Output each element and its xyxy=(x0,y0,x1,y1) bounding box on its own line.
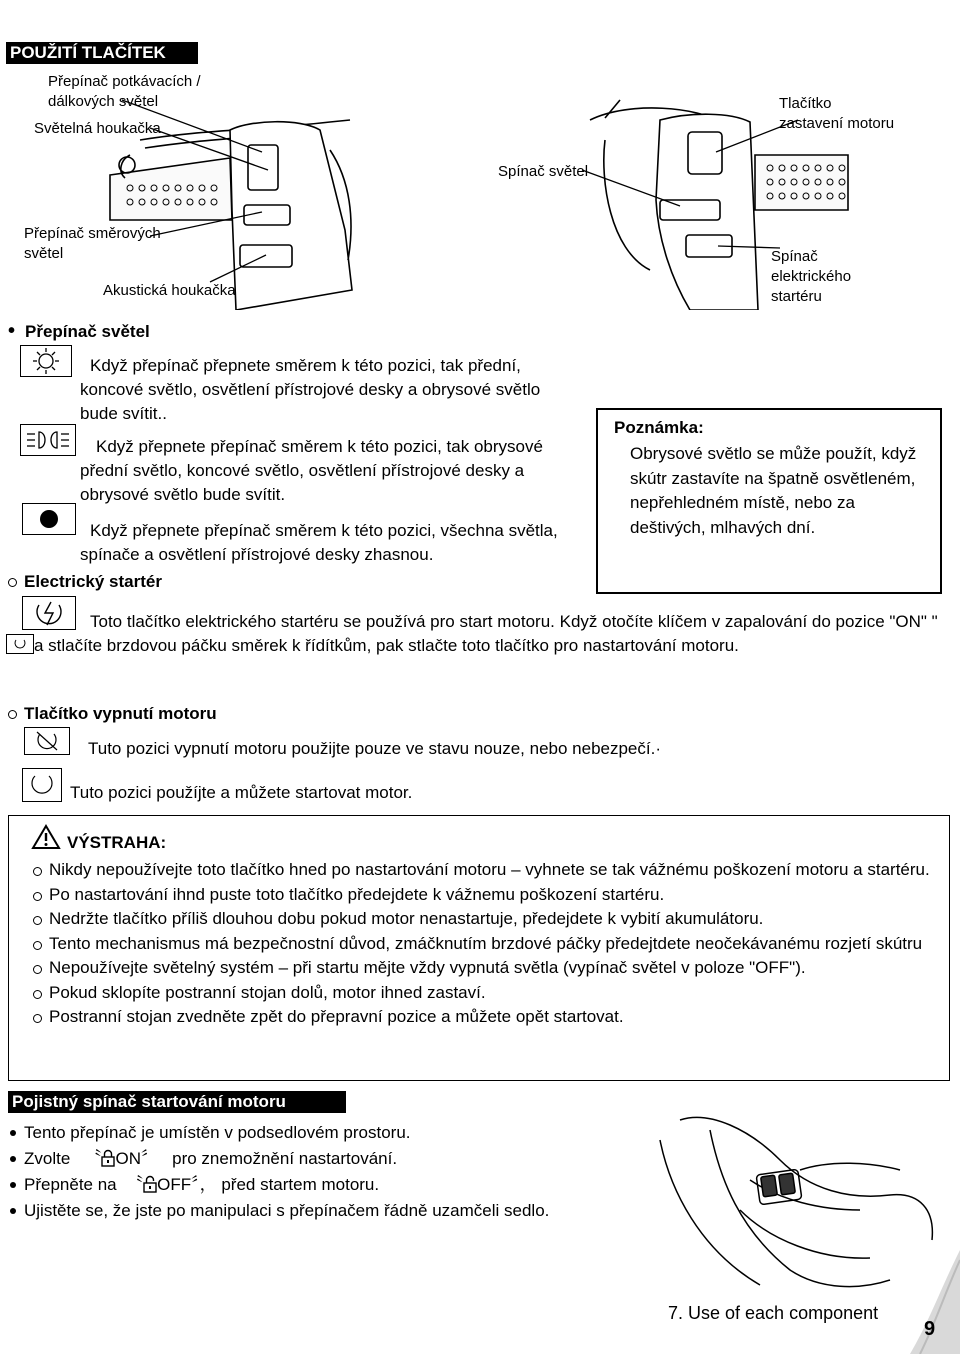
warning-item: Nepoužívejte světelný systém – při startu mějte vždy vypnutá světla (vypínač světel v poloze "OFF"). xyxy=(33,956,933,981)
warning-box xyxy=(8,815,950,1081)
warning-title: VÝSTRAHA: xyxy=(67,833,167,852)
note-box xyxy=(596,408,942,594)
stop-item-1-text: Tuto pozici vypnutí motoru použijte pouze ve stavu nouze, nebo nebezpečí.· xyxy=(88,739,661,758)
starter-text-part2: a stlačíte brzdovou páčku směrek k řídítkům, pak stlačte toto tlačítko pro nastartování motoru. xyxy=(34,636,739,655)
key-on-icon xyxy=(6,634,34,654)
lock-icon xyxy=(101,1149,115,1167)
warning-list xyxy=(33,858,933,1030)
light-switch-title: Přepínač světel xyxy=(25,322,150,341)
label-horn: Akustická houkačka xyxy=(103,282,236,299)
list-item: Zvolte 〝 ON〞 pro znemožnění nastartování. xyxy=(10,1146,710,1172)
stop-button-title: Tlačítko vypnutí motoru xyxy=(24,704,217,723)
engine-run-icon xyxy=(22,768,62,802)
unlock-icon xyxy=(143,1175,157,1193)
label-light-switch: Spínač světel xyxy=(498,163,589,180)
label-turn-switch: Přepínač směrových světel xyxy=(24,225,161,262)
parking-light-icon xyxy=(20,424,76,456)
warning-item: Po nastartování ihnd puste toto tlačítko předejdete k vážnemu poškození startéru. xyxy=(33,883,933,908)
note-text: Obrysové světlo se může použít, když skútr zastavíte na špatně osvětleném, nepřehledném místě, nebo za deštivých, mlhavých dní. xyxy=(630,444,917,537)
list-item: Přepněte na 〝 OFF〞， před startem motoru. xyxy=(10,1172,710,1198)
safety-switch-title: Pojistný spínač startování motoru xyxy=(8,1091,346,1113)
safety-switch-list xyxy=(10,1120,710,1224)
label-stop-button: Tlačítko zastavení motoru xyxy=(779,95,895,132)
electric-starter-heading xyxy=(8,571,162,593)
label-headlight-switch: Přepínač potkávacích / dálkových světel xyxy=(48,73,201,110)
warning-item: Nikdy nepoužívejte toto tlačítko hned po nastartování motoru – vyhnete se tak vážnému poškození motoru a startéru. xyxy=(33,858,933,883)
label-horn-light: Světelná houkačka xyxy=(34,120,161,137)
light-item-1-text: Když přepínač přepnete směrem k této pozici, tak přední, koncové světlo, osvětlení přístrojové desky a obrysové světlo bude svítit.. xyxy=(80,356,541,423)
note-title: Poznámka: xyxy=(614,418,704,437)
warning-item: Pokud sklopíte postranní stojan dolů, motor ihned zastaví. xyxy=(33,981,933,1006)
electric-starter-text xyxy=(6,610,950,658)
light-item-3-text: Když přepnete přepínač směrem k této pozici, všechna světla, spínače a osvětlení přístrojové desky zhasnou. xyxy=(80,521,558,564)
list-item: Tento přepínač je umístěn v podsedlovém prostoru. xyxy=(10,1120,710,1146)
headlight-high-icon xyxy=(20,345,72,377)
starter-text-part1: Toto tlačítko elektrického startéru se používá pro start motoru. Když otočíte klíčem v zapalování do pozice "ON" " xyxy=(90,612,938,631)
electric-starter-title: Electrický startér xyxy=(24,572,162,591)
section-title: POUŽITÍ TLAČÍTEK xyxy=(6,42,198,64)
label-starter-switch: Spínač elektrického startéru xyxy=(771,248,852,305)
engine-stop-icon xyxy=(24,727,70,755)
warning-triangle-icon xyxy=(31,824,61,850)
light-item-2-text: Když přepnete přepínač směrem k této pozici, tak obrysové přední světlo, koncové světlo, osvětlení přístrojové desky a obrysové světlo bude svítit. xyxy=(80,437,543,504)
list-item: Ujistěte se, že jste po manipulaci s přepínačem řádně uzamčeli sedlo. xyxy=(10,1198,710,1224)
warning-item: Tento mechanismus má bezpečnostní důvod, zmáčknutím brzdové páčky předejtdete neočekávanému rozjetí skútru xyxy=(33,932,933,957)
lights-off-icon xyxy=(22,503,76,535)
footer-section-label: 7. Use of each component xyxy=(668,1303,879,1323)
stop-button-heading xyxy=(8,703,217,725)
warning-item: Postranní stojan zvedněte zpět do přepravní pozice a můžete opět startovat. xyxy=(33,1005,933,1030)
warning-item: Nedržte tlačítko příliš dlouhou dobu pokud motor nenastartuje, předejdete k vybití akumulátoru. xyxy=(33,907,933,932)
stop-item-2-text: Tuto pozici použíjte a můžete startovat motor. xyxy=(70,783,413,802)
light-switch-heading: • Přepínač světel xyxy=(8,320,150,342)
page-number: 9 xyxy=(924,1318,936,1340)
